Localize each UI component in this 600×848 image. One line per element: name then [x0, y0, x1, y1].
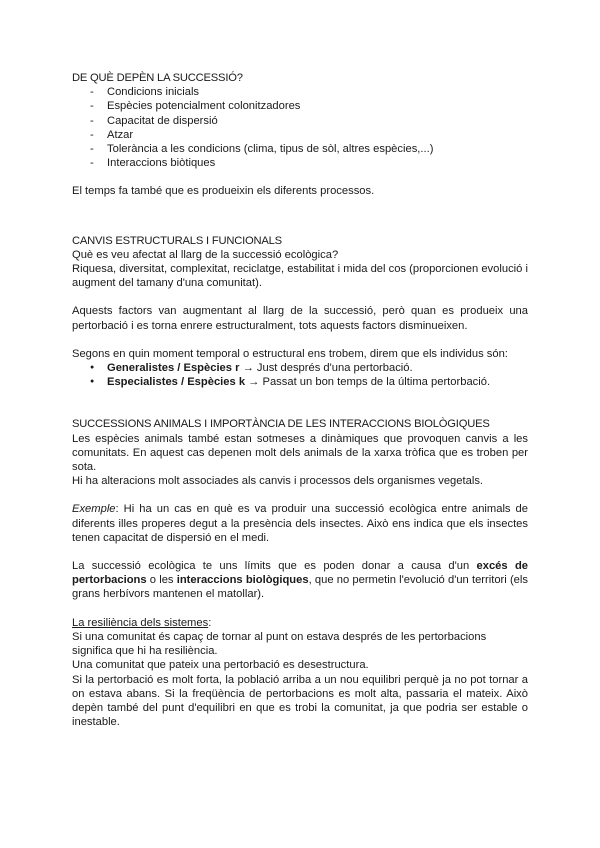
list-item: - Capacitat de dispersió [90, 114, 528, 128]
limits-text: o les [146, 574, 177, 587]
generalist-term: Generalistes / Espècies r [107, 362, 240, 375]
resilience-line-1: Si una comunitat és capaç de tornar al punt on estava després de les pertorbacions significa que hi ha resiliència. [72, 630, 487, 658]
resilience-line-2: Una comunitat que pateix una pertorbació es desestructura. [72, 659, 369, 672]
limits-paragraph [72, 559, 528, 602]
animals-paragraph: Les espècies animals també estan sotmeses a dinàmiques que provoquen canvis a les comunitats. En aquest cas depenen molt dels animals de la xarxa tròfica que es troben per sota. [72, 432, 528, 474]
list-item [90, 375, 528, 389]
limits-text: La successió ecològica te uns límits que es poden donar a causa d'un [72, 560, 477, 573]
example-text: : Hi ha un cas en què es va produir una successió ecològica entre animals de diferents illes properes degut a la presència dels insectes. Això ens indica que els insectes tenen capacitat de dispersió en el medi. [72, 503, 528, 544]
section-heading-structural: CANVIS ESTRUCTURALS I FUNCIONALS [72, 234, 282, 247]
section-heading-dependencies: DE QUÈ DEPÈN LA SUCCESSIÓ? [72, 72, 243, 84]
list-item: - Tolerància a les condicions (clima, tipus de sòl, altres espècies,...) [90, 142, 528, 156]
limits-bold-disturbances: excés de pertorbacions [72, 560, 528, 587]
specialist-desc: → Passat un bon temps de la última pertorbació. [245, 376, 491, 389]
question-line: Què es veu afectat al llarg de la successió ecològica? [72, 248, 339, 261]
list-item: - Atzar [90, 128, 528, 142]
paragraph-time: El temps fa també que es produeixin els diferents processos. [72, 185, 375, 198]
heading-colon: : [208, 616, 212, 629]
example-paragraph [72, 502, 528, 545]
section-heading-resilience [72, 616, 528, 630]
alterations-paragraph: Hi ha alteracions molt associades als canvis i processos dels organismes vegetals. [72, 475, 484, 488]
list-item [90, 361, 528, 375]
individuals-intro: Segons en quin moment temporal o estructural ens trobem, direm que els individus són: [72, 347, 508, 360]
limits-bold-interactions: interaccions biològiques [176, 574, 309, 587]
species-type-list [72, 361, 528, 389]
list-item: - Condicions inicials [90, 85, 528, 99]
limits-text: , que no permetin l'evolució d'un territori (els grans herbívors mantenen el matollar). [72, 574, 528, 601]
section-heading-animal-successions: SUCCESSIONS ANIMALS I IMPORTÀNCIA DE LES INTERACCIONS BIOLÒGIQUES [72, 418, 490, 431]
list-item: - Interaccions biòtiques [90, 156, 528, 170]
resilience-heading: La resiliència dels sistemes [72, 616, 209, 629]
answer-paragraph: Riquesa, diversitat, complexitat, reciclatge, estabilitat i mida del cos (proporcionen evolució i augment del tamany d'una comunitat). [72, 263, 528, 290]
example-label: Exemple [72, 503, 116, 516]
factors-paragraph: Aquests factors van augmentant al llarg de la successió, però quan es produeix una pertorbació i es torna enrere estructuralment, tots aquests factors disminueixen. [72, 305, 528, 332]
specialist-term: Especialistes / Espècies k [107, 376, 246, 389]
list-item: - Espècies potencialment colonitzadores [90, 99, 528, 113]
resilience-line-3: Si la pertorbació es molt forta, la població arriba a un nou equilibri perquè ja no pot tornar a on estava abans. Si la freqüència de pertorbacions es molt alta, passaria el mateix. Això depèn també del punt d'equilibri en que es trobi la comunitat, ja que podria ser estable o inestable. [72, 673, 528, 729]
dependencies-list [72, 85, 528, 170]
generalist-desc: → Just després d'una pertorbació. [239, 362, 413, 375]
document-page [72, 71, 528, 729]
